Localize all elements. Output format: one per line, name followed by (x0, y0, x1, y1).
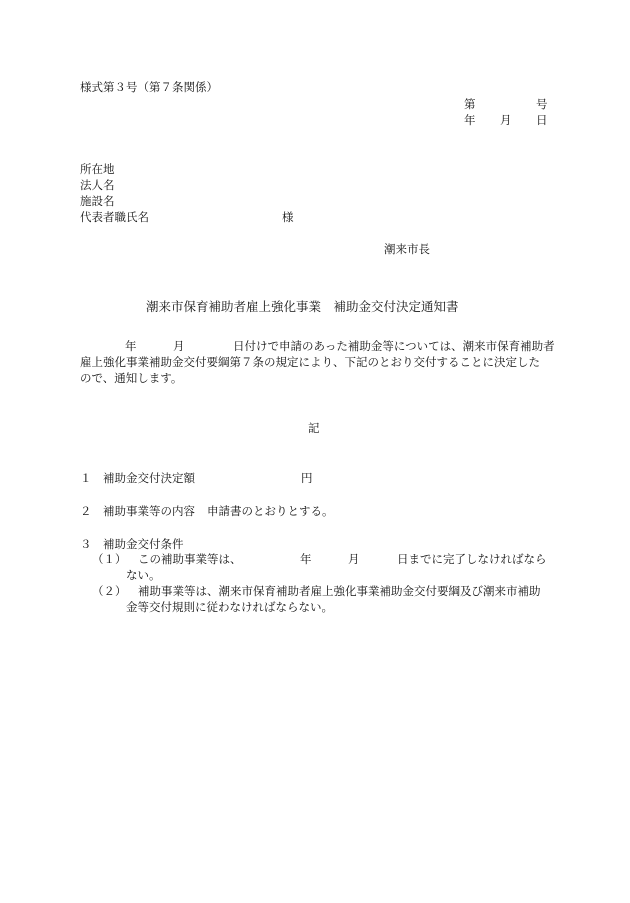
cond1-tsuki: 月 (348, 552, 360, 566)
document-title: 潮来市保育補助者雇上強化事業 補助金交付決定通知書 (146, 299, 459, 314)
rep-label: 代表者職氏名 (80, 210, 149, 224)
item2-value: 申請書のとおりとする。 (207, 504, 334, 518)
facility-label: 施設名 (80, 194, 115, 208)
body-nen: 年 (125, 339, 137, 353)
cond2-num: （２） (92, 584, 127, 598)
cond1-nen: 年 (300, 552, 312, 566)
body-line1: 日付けで申請のあった補助金等については、潮来市保育補助者 (233, 339, 555, 353)
item1-label: 補助金交付決定額 (103, 471, 195, 485)
cond1-rest: 日までに完了しなければなら (397, 552, 547, 566)
cond2-line1: 補助事業等は、潮来市保育補助者雇上強化事業補助金交付要綱及び潮来市補助 (138, 584, 541, 598)
doc-number-go: 号 (536, 97, 548, 111)
cond2-line2: 金等交付規則に従わなければならない。 (126, 600, 333, 614)
doc-number-dai: 第 (464, 97, 476, 111)
item1-unit: 円 (301, 471, 313, 485)
item3-num: ３ (80, 537, 92, 551)
ki-label: 記 (308, 421, 320, 435)
cond1-cont: ない。 (126, 568, 161, 582)
body-line2: 雇上強化事業補助金交付要綱第７条の規定により、下記のとおり交付することに決定した (80, 355, 540, 369)
cond1-pre: この補助事業等は、 (138, 552, 242, 566)
item2-label: 補助事業等の内容 (103, 504, 195, 518)
issuer: 潮来市長 (384, 242, 430, 256)
doc-date-hi: 日 (536, 113, 548, 127)
corp-label: 法人名 (80, 178, 115, 192)
item2-num: ２ (80, 504, 92, 518)
body-tsuki: 月 (173, 339, 185, 353)
body-line3: ので、通知します。 (80, 371, 183, 385)
item1-num: １ (80, 471, 92, 485)
doc-date-nen: 年 (464, 113, 476, 127)
doc-date-tsuki: 月 (500, 113, 512, 127)
honorific: 様 (282, 210, 294, 224)
address-label: 所在地 (80, 162, 115, 176)
cond1-num: （１） (92, 552, 127, 566)
form-label: 様式第３号（第７条関係） (80, 80, 218, 94)
item3-label: 補助金交付条件 (103, 537, 184, 551)
